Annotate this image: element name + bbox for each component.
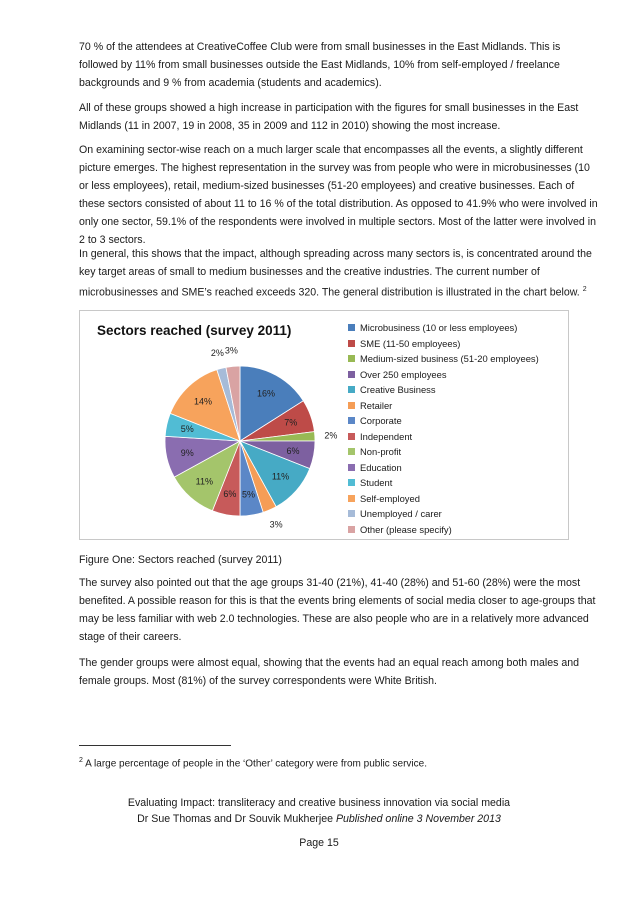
pie-data-label: 6% <box>223 489 237 500</box>
paragraph-gender: The gender groups were almost equal, showing that the events had an equal reach among both males and female groups. Most (81%) of the survey correspondents were White British. <box>79 657 579 687</box>
legend-label: Medium-sized business (51-20 employees) <box>360 353 539 364</box>
footnote-reference: 2 <box>582 286 587 293</box>
legend-item <box>348 491 539 507</box>
legend-label: Independent <box>360 430 413 442</box>
pie-data-label: 5% <box>180 424 194 435</box>
footer-authors <box>0 811 638 827</box>
legend-label: Creative Business <box>360 384 436 395</box>
legend-item <box>348 382 539 398</box>
legend-item <box>348 475 539 491</box>
legend-item <box>348 320 539 336</box>
legend-swatch <box>348 526 355 533</box>
footer-author-names: Dr Sue Thomas and Dr Souvik Mukherjee <box>137 813 336 825</box>
legend-label: Corporate <box>360 415 402 426</box>
legend-label: Student <box>360 477 393 488</box>
legend-swatch <box>348 448 355 455</box>
footnote <box>79 753 427 772</box>
footnote-divider <box>79 745 231 746</box>
legend-label: Education <box>360 461 402 473</box>
paragraph-general-text: In general, this shows that the impact, although spreading across many sectors is, is concentrated around the key target areas of small to medium businesses and the creative industries. The current number of microbusinesses and SME’s reached exceeds 320. The general distribution is illustrated in the chart below. <box>79 248 592 299</box>
pie-data-label: 6% <box>286 446 300 457</box>
legend-item <box>348 336 539 352</box>
legend-swatch <box>348 479 355 486</box>
legend-label: Retailer <box>360 399 393 411</box>
pie-data-label: 5% <box>241 489 255 500</box>
paragraph-attendees: 70 % of the attendees at CreativeCoffee Club were from small businesses in the East Midlands. This is followed by 11% from small businesses outside the East Midlands, 10% from self-employed / freelance backgrounds and 9 % from academia (students and academics). <box>79 41 561 89</box>
legend-swatch <box>348 433 355 440</box>
legend-swatch <box>348 402 355 409</box>
pie-data-label: 16% <box>257 388 276 399</box>
pie-chart <box>79 310 569 540</box>
legend-item <box>348 506 539 522</box>
legend-swatch <box>348 464 355 471</box>
pie-data-label: 11% <box>271 471 290 482</box>
legend-item <box>348 429 539 445</box>
chart-title: Sectors reached (survey 2011) <box>97 323 292 338</box>
legend-swatch <box>348 495 355 502</box>
pie-data-label: 2% <box>210 347 224 358</box>
legend-label: Self-employed <box>360 492 420 504</box>
legend-item <box>348 367 539 383</box>
legend-swatch <box>348 386 355 393</box>
pie-plot-area <box>140 341 340 541</box>
footer-title: Evaluating Impact: transliteracy and creative business innovation via social media <box>127 797 511 809</box>
legend-swatch <box>348 324 355 331</box>
legend-swatch <box>348 340 355 347</box>
pie-data-label: 2% <box>324 430 338 441</box>
pie-data-label: 9% <box>180 447 194 458</box>
page-number: Page 15 <box>299 837 339 849</box>
legend-label: SME (11-50 employees) <box>360 337 461 349</box>
footnote-number: 2 <box>79 757 83 764</box>
legend-swatch <box>348 355 355 362</box>
legend-item <box>348 444 539 460</box>
legend-swatch <box>348 417 355 424</box>
paragraph-sectors: On examining sector-wise reach on a much larger scale that encompasses all the events, a slightly different picture emerges. The highest representation in the survey was from people who were in microbusinesses (10 or less employees), retail, medium-sized businesses (51-20 employees) and creative businesses. Each of these sectors consisted of about 11 to 16 % of the total distribution. As opposed to 41.9% who were involved in only one sector, 59.1% of the respondents were involved in multiple sectors. Most of the latter were involved in 2 to 3 sectors. <box>79 144 598 246</box>
legend-item <box>348 398 539 414</box>
pie-data-label: 11% <box>195 476 213 487</box>
legend-swatch <box>348 371 355 378</box>
paragraph-growth: All of these groups showed a high increase in participation with the figures for small businesses in the East Midlands (11 in 2007, 19 in 2008, 35 in 2009 and 112 in 2010) showing the most increase. <box>79 102 579 132</box>
legend-item <box>348 522 539 538</box>
legend-label: Over 250 employees <box>360 368 447 380</box>
paragraph-general <box>79 245 601 302</box>
legend-label: Microbusiness (10 or less employees) <box>360 322 518 333</box>
footnote-text: A large percentage of people in the ‘Other’ category were from public service. <box>85 758 427 770</box>
pie-data-label: 3% <box>269 519 283 530</box>
footer-published: Published online 3 November 2013 <box>335 813 501 825</box>
legend-item <box>348 351 539 367</box>
paragraph-age-groups: The survey also pointed out that the age groups 31-40 (21%), 41-40 (28%) and 51-60 (28%) were the most benefited. A possible reason for this is that the events bring elements of social media closer to age-groups that may be less familiar with web 2.0 technologies. These are also people who are in a relatively more advanced stage of their careers. <box>79 577 596 643</box>
pie-data-label: 14% <box>194 396 213 407</box>
legend-item <box>348 460 539 476</box>
pie-data-label: 7% <box>284 417 298 428</box>
figure-caption: Figure One: Sectors reached (survey 2011) <box>79 554 282 566</box>
chart-legend <box>348 320 539 537</box>
legend-label: Other (please specify) <box>360 523 452 535</box>
pie-data-label: 3% <box>224 345 238 356</box>
legend-item <box>348 413 539 429</box>
legend-label: Unemployed / carer <box>360 508 442 519</box>
legend-swatch <box>348 510 355 517</box>
legend-label: Non-profit <box>360 446 402 457</box>
